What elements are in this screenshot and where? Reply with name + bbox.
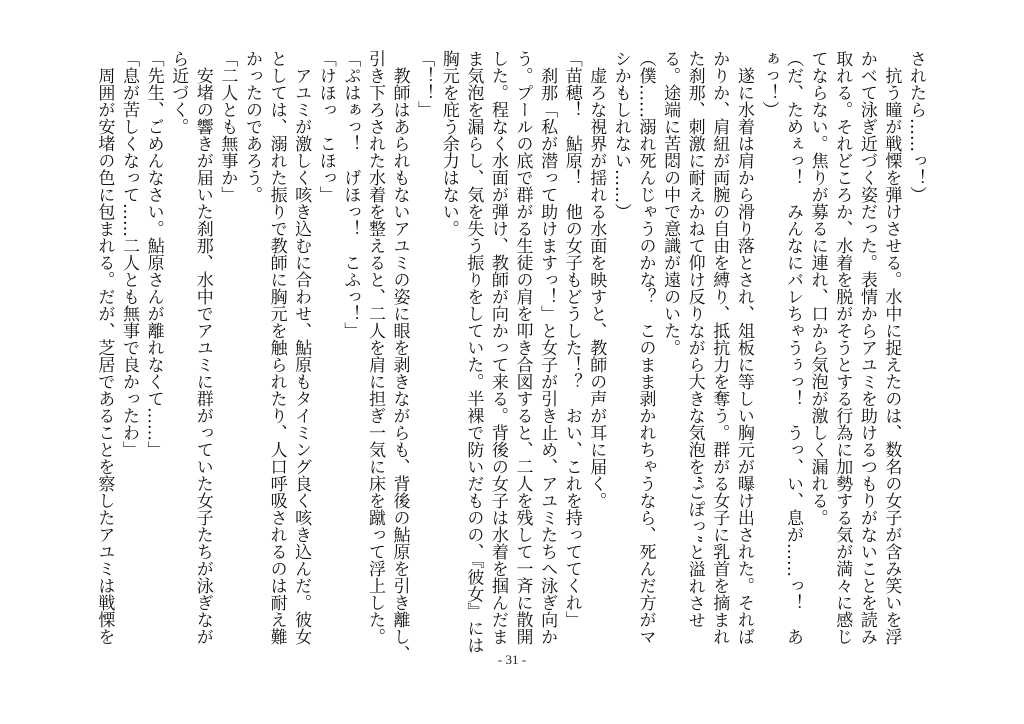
text-line: 刹那「私が潜って助けますっ！」と女子が引き止め、アユミたちへ泳ぎ向か <box>537 50 558 645</box>
text-line: 遂に水着は肩から滑り落とされ、俎板に等しい胸元が曝け出された。それば <box>733 50 754 645</box>
text-line: 「けほっ こほっ」 <box>315 50 336 203</box>
text-line: う。プールの底で群がる生徒の肩を叩き合図すると、二人を残して一斉に散開 <box>512 50 533 645</box>
text-line: 引き下ろされた水着を整えると、二人を肩に担ぎ一気に床を蹴って浮上した。 <box>364 50 385 645</box>
text-line: 「息が苦しくなって……二人とも無事で良かったわ」 <box>119 50 139 458</box>
text-line: かりか、肩紐が両腕の自由を縛り、抵抗力を奪う。群がる女子に乳首を摘まれ <box>709 50 730 645</box>
text-line: 虚ろな視界が揺れる水面を映すと、教師の声が耳に届く。 <box>586 50 607 509</box>
text-line: 安堵の響きが届いた刹那、水中でアユミに群がっていた女子たちが泳ぎなが <box>192 50 213 645</box>
text-line: ぁっ！） <box>758 50 779 118</box>
text-line: かべて泳ぎ近づく姿だった。表情からアユミを助けるつもりがないことを読み <box>856 50 877 645</box>
text-line: 「！！」 <box>414 50 435 118</box>
text-line: てならない。焦りが募るに連れ、口から気泡が激しく漏れる。 <box>807 50 828 526</box>
text-line: （僕……溺れ死んじゃうのかな？ このまま剥かれちゃうなら、死んだ方がマ <box>635 50 656 645</box>
text-line: た刹那、刺激に耐えかねて仰け反りながら大きな気泡を“ごぽっ”と溢れさせ <box>684 50 705 629</box>
text-line: 「二人とも無事か」 <box>217 50 238 203</box>
text-line: としては、溺れた振りで教師に胸元を触られたり、人口呼吸されるのは耐え難 <box>266 50 287 645</box>
text-line: 「先生、ごめんなさい。鮎原さんが離れなくて……」 <box>143 50 164 458</box>
text-line: 取れる。それどころか、水着を脱がそうとする行為に加勢する気が満々に感じ <box>832 50 853 645</box>
text-line: 「ぷはぁっ！ げほっ！ こふっ！」 <box>340 50 361 339</box>
text-line: （だ、ためぇっ！ みんなにバレちゃうぅっ！ うっ、い、息が……っ！ あ <box>783 50 804 645</box>
text-line: 教師はあられもないアユミの姿に眼を剥きながらも、背後の鮎原を引き離し、 <box>389 50 410 662</box>
text-line: ま気泡を漏らし、気を失う振りをしていた。半裸で防いだものの、『彼女』には <box>463 50 484 654</box>
page-number: - 31 - <box>497 652 527 667</box>
text-line: 「苗穂！ 鮎原！ 他の女子もどうした！？ おい、これを持っててくれ」 <box>561 50 582 628</box>
text-line: アユミが激しく咳き込むに合わせ、鮎原もタイミング良く咳き込んだ。彼女 <box>291 50 312 645</box>
text-line: る。途端に苦悶の中で意識が遠のいた。 <box>660 50 681 356</box>
text-line: ら近づく。 <box>168 50 189 135</box>
text-line: 胸元を庇う余力はない。 <box>438 50 459 237</box>
text-line: かったのであろう。 <box>241 50 262 203</box>
text-line: シかもしれない……） <box>610 50 631 220</box>
text-line: した。程なく水面が弾け、教師が向かって来る。背後の女子は水着を掴んだま <box>487 50 508 645</box>
text-line: 周囲が安堵の色に包まれる。だが、芝居であることを察したアユミは戦慄を <box>94 50 115 645</box>
text-line: されたら……っ！） <box>906 50 926 203</box>
text-line: 抗う瞳が戦慄を弾けさせる。水中に捉えたのは、数名の女子が含み笑いを浮 <box>881 50 902 645</box>
